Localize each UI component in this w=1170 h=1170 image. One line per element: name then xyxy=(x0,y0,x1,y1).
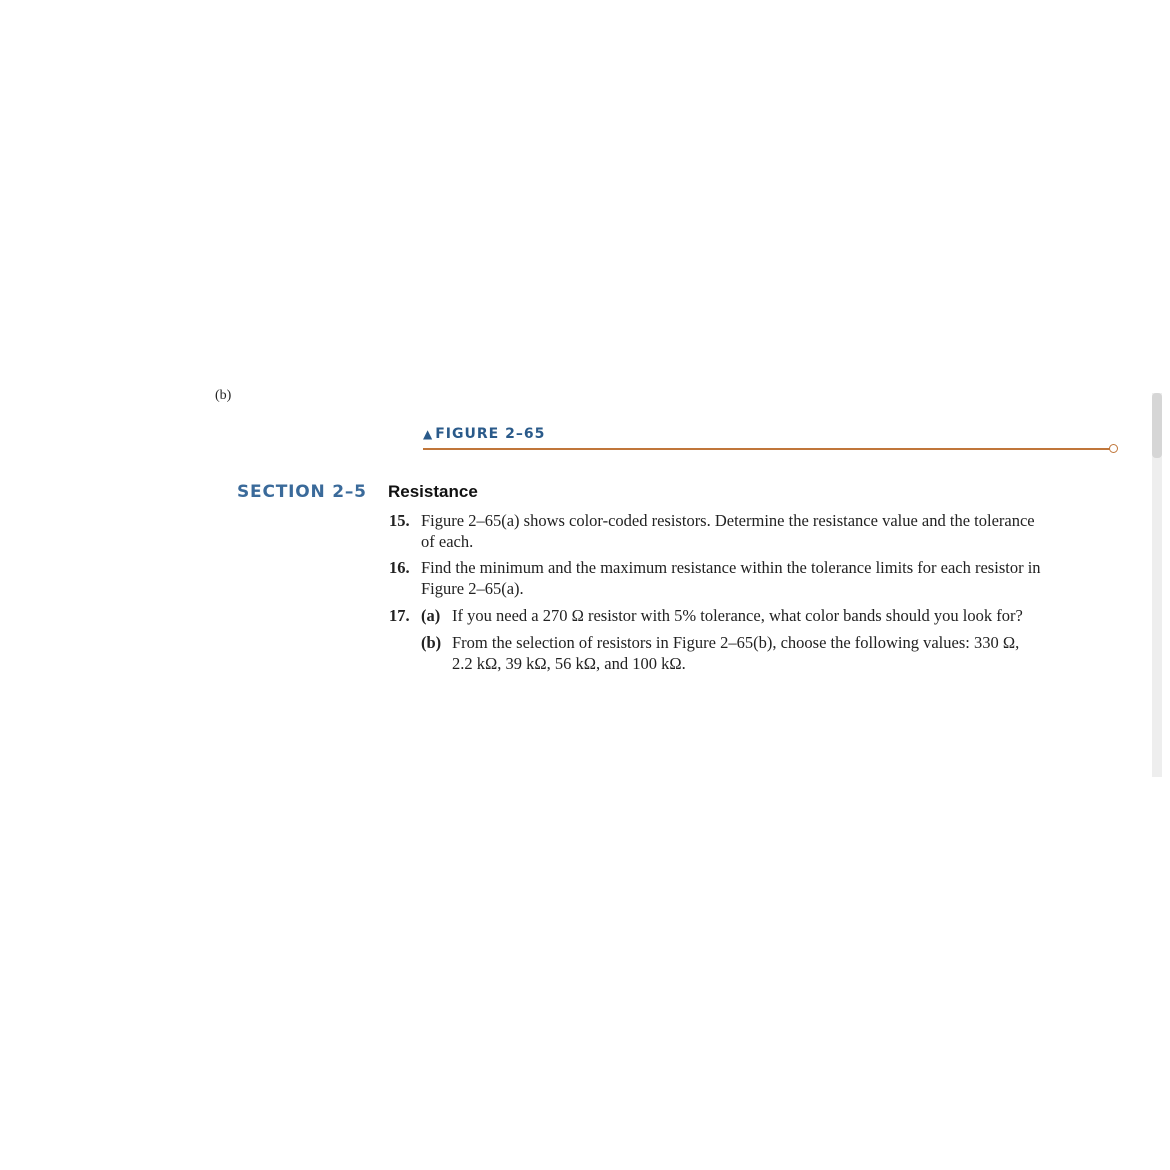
problem-text-line: of each. xyxy=(421,532,474,551)
subpart-text xyxy=(452,605,1102,626)
problem-text-line: Figure 2–65(a). xyxy=(421,579,524,598)
problem-number: 16. xyxy=(389,558,410,577)
subpart-text-line: 2.2 kΩ, 39 kΩ, 56 kΩ, and 100 kΩ. xyxy=(452,654,686,673)
figure-caption xyxy=(423,426,545,442)
caption-rule xyxy=(423,448,1111,450)
problem-text xyxy=(421,510,1121,552)
problem-text xyxy=(421,557,1121,599)
problem-text-line: Find the minimum and the maximum resistance within the tolerance limits for each resistor in xyxy=(421,558,1041,577)
scrollbar-thumb[interactable] xyxy=(1152,393,1162,458)
subpart-tag: (b) xyxy=(421,633,442,652)
caption-rule-end-circle-icon xyxy=(1109,444,1118,453)
figure-caption-text: FIGURE 2–65 xyxy=(435,426,546,442)
section-title: Resistance xyxy=(388,482,478,501)
figure-sub-label: (b) xyxy=(215,388,232,403)
subpart-text-line: If you need a 270 Ω resistor with 5% tolerance, what color bands should you look for? xyxy=(452,606,1023,625)
problem-number: 15. xyxy=(389,511,410,530)
problem-number: 17. xyxy=(389,606,410,625)
caption-triangle-icon: ▲ xyxy=(423,427,434,441)
subpart-text-line: From the selection of resistors in Figure 2–65(b), choose the following values: 330 Ω, xyxy=(452,633,1020,652)
subpart-tag: (a) xyxy=(421,606,441,625)
problem-text-line: Figure 2–65(a) shows color-coded resistors. Determine the resistance value and the tolerance xyxy=(421,511,1035,530)
section-label: SECTION 2–5 xyxy=(237,482,367,502)
subpart-text xyxy=(452,632,1102,674)
